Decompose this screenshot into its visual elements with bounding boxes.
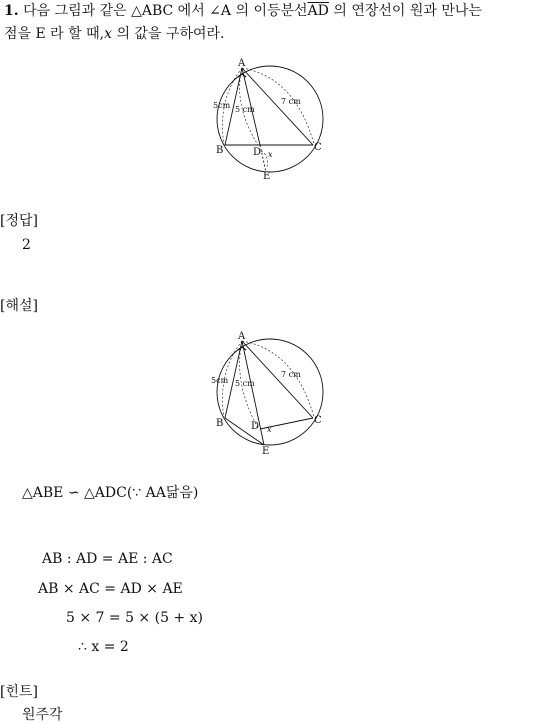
label-e: E bbox=[263, 171, 271, 182]
label-ab-length: 5cm bbox=[211, 376, 229, 385]
equation-4: ∴ x = 2 bbox=[78, 639, 129, 655]
label-a: A bbox=[238, 331, 246, 342]
problem-figure bbox=[205, 55, 330, 185]
equation-1: AB : AD = AE : AC bbox=[42, 551, 173, 567]
hint-label: [힌트] bbox=[0, 684, 38, 700]
answer-label: [정답] bbox=[0, 213, 38, 229]
label-ab-length: 5cm bbox=[213, 101, 231, 110]
angle-mark bbox=[238, 347, 246, 350]
label-b: B bbox=[216, 418, 224, 429]
segment-ad: $\overline{AD}$ bbox=[307, 3, 329, 19]
equation-3: 5 × 7 = 5 × (5 + x) bbox=[66, 610, 203, 626]
label-d: D bbox=[253, 147, 262, 158]
angle-mark bbox=[238, 74, 246, 77]
variable-x: x bbox=[104, 26, 112, 42]
question-line-1 bbox=[4, 2, 482, 20]
label-c: C bbox=[314, 415, 322, 426]
question-number: 1. bbox=[4, 3, 19, 19]
solution-label: [해설] bbox=[0, 298, 38, 314]
label-ac-length: 7 cm bbox=[281, 97, 301, 106]
label-d: D bbox=[251, 421, 260, 432]
label-c: C bbox=[314, 142, 322, 153]
similarity-statement: △ABE ∽ △ADC(∵ AA닮음) bbox=[22, 485, 199, 501]
label-a: A bbox=[238, 58, 246, 69]
question-line-2 bbox=[4, 25, 224, 43]
solution-figure bbox=[205, 328, 330, 458]
answer-value: 2 bbox=[22, 237, 31, 253]
label-ad-length: 5 cm bbox=[235, 105, 255, 114]
label-e: E bbox=[262, 446, 270, 457]
label-ad-length: 5 cm bbox=[235, 379, 255, 388]
label-ac-length: 7 cm bbox=[281, 370, 301, 379]
question-text-1b: 의 연장선이 원과 만나는 bbox=[328, 3, 482, 19]
equation-2: AB × AC = AD × AE bbox=[38, 581, 183, 597]
question-text-2a: 점을 E 라 할 때, bbox=[4, 26, 105, 42]
label-x: x bbox=[268, 150, 273, 159]
question-text-1a: 다음 그림과 같은 △ABC 에서 ∠A 의 이등분선 bbox=[23, 3, 308, 19]
hint-value: 원주각 bbox=[22, 707, 63, 723]
label-b: B bbox=[216, 145, 224, 156]
question-text-2b: 의 값을 구하여라. bbox=[112, 26, 225, 42]
label-x: x bbox=[267, 425, 272, 434]
